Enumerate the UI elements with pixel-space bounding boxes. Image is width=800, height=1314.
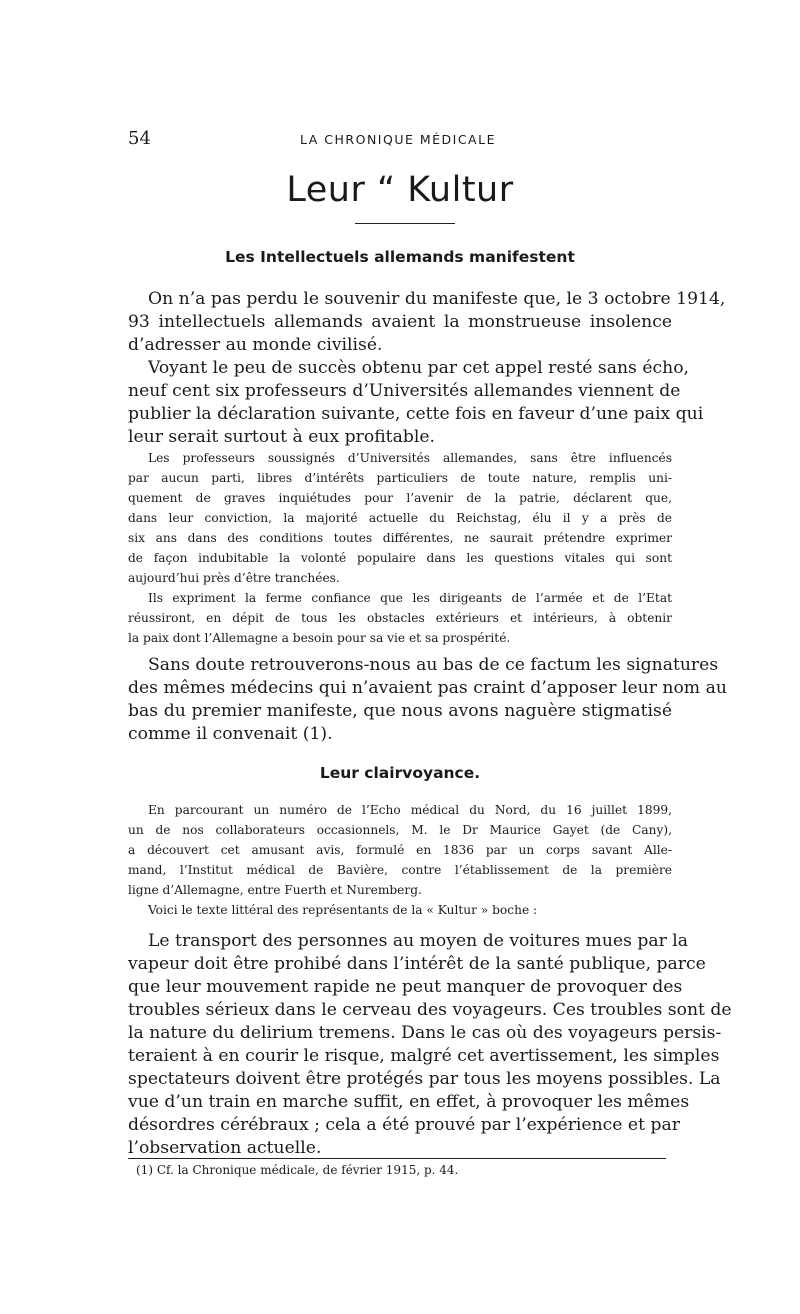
text-line: 93 intellectuels allemands avaient la monstrueuse insolence [128,312,672,332]
footnote: (1) Cf. la Chronique médicale, de février 1915, p. 44. [136,1163,459,1177]
text-line: désordres cérébraux ; cela a été prouvé par l’expérience et par [128,1115,680,1135]
text-line: leur serait surtout à eux profitable. [128,427,435,447]
text-line: réussiront, en dépit de tous les obstacles extérieurs et intérieurs, à obtenir [128,611,672,625]
text-line: publier la déclaration suivante, cette fois en faveur d’une paix qui [128,404,704,424]
text-line: En parcourant un numéro de l’Echo médical du Nord, du 16 juillet 1899, [148,803,672,817]
text-line: Voici le texte littéral des représentants de la « Kultur » boche : [148,903,538,917]
text-line: ligne d’Allemagne, entre Fuerth et Nuremberg. [128,883,422,897]
text-line: la nature du delirium tremens. Dans le cas où des voyageurs persis- [128,1023,722,1043]
text-line: Voyant le peu de succès obtenu par cet appel resté sans écho, [148,358,690,378]
text-line: vue d’un train en marche suffit, en effet, à provoquer les mêmes [128,1092,690,1112]
text-line: par aucun parti, libres d’intérêts particuliers de toute nature, remplis uni- [128,471,672,485]
text-line: vapeur doit être prohibé dans l’intérêt de la santé publique, parce [128,954,706,974]
text-line: un de nos collaborateurs occasionnels, M. le Dr Maurice Gayet (de Cany), [128,823,672,837]
text-line: Les professeurs soussignés d’Universités allemandes, sans être influencés [148,451,672,465]
text-line: Le transport des personnes au moyen de voitures mues par la [148,931,689,951]
quoted-avis [128,930,732,1160]
text-line: la paix dont l’Allemagne a besoin pour sa vie et sa prospérité. [128,631,511,645]
text-line: mand, l’Institut médical de Bavière, contre l’établissement de la première [128,863,672,877]
text-line: Ils expriment la ferme confiance que les dirigeants de l’armée et de l’Etat [148,591,672,605]
title-divider [355,223,455,224]
text-line: a découvert cet amusant avis, formulé en 1836 par un corps savant Alle- [128,843,672,857]
text-line: l’observation actuelle. [128,1138,322,1158]
text-line: bas du premier manifeste, que nous avons naguère stigmatisé [128,701,672,721]
text-line: teraient à en courir le risque, malgré cet avertissement, les simples [128,1046,720,1066]
section-heading-intellectuels: Les Intellectuels allemands manifestent [225,248,575,266]
text-line: aujourd’hui près d’être tranchées. [128,571,340,585]
text-line: dans leur conviction, la majorité actuelle du Reichstag, élu il y a près de [128,511,672,525]
footnote-divider [128,1158,666,1159]
text-line: Sans doute retrouverons-nous au bas de ce factum les signatures [148,655,719,675]
text-line: troubles sérieux dans le cerveau des voyageurs. Ces troubles sont de [128,1000,732,1020]
section-heading-clairvoyance: Leur clairvoyance. [319,764,481,782]
running-title: LA CHRONIQUE MÉDICALE [300,132,496,147]
paragraph-manifeste [128,288,726,449]
paragraph-commentaire [128,654,727,746]
page-header [128,128,668,152]
text-line: neuf cent six professeurs d’Universités allemandes viennent de [128,381,681,401]
quoted-declaration [128,448,672,648]
text-line: quement de graves inquiétudes pour l’avenir de la patrie, déclarent que, [128,491,672,505]
text-line: que leur mouvement rapide ne peut manquer de provoquer des [128,977,683,997]
text-line: de façon indubitable la volonté populaire dans les questions vitales qui sont [128,551,672,565]
text-line: spectateurs doivent être protégés par tous les moyens possibles. La [128,1069,721,1089]
text-line: des mêmes médecins qui n’avaient pas craint d’apposer leur nom au [128,678,727,698]
text-line: d’adresser au monde civilisé. [128,335,383,355]
text-line: comme il convenait (1). [128,724,333,744]
paragraph-echo-medical [128,800,672,920]
page-number: 54 [128,128,151,149]
text-line: six ans dans des conditions toutes différentes, ne saurait prétendre exprimer [128,531,672,545]
text-line: On n’a pas perdu le souvenir du manifeste que, le 3 octobre 1914, [148,289,726,309]
article-title: Leur “ Kultur [286,170,514,210]
